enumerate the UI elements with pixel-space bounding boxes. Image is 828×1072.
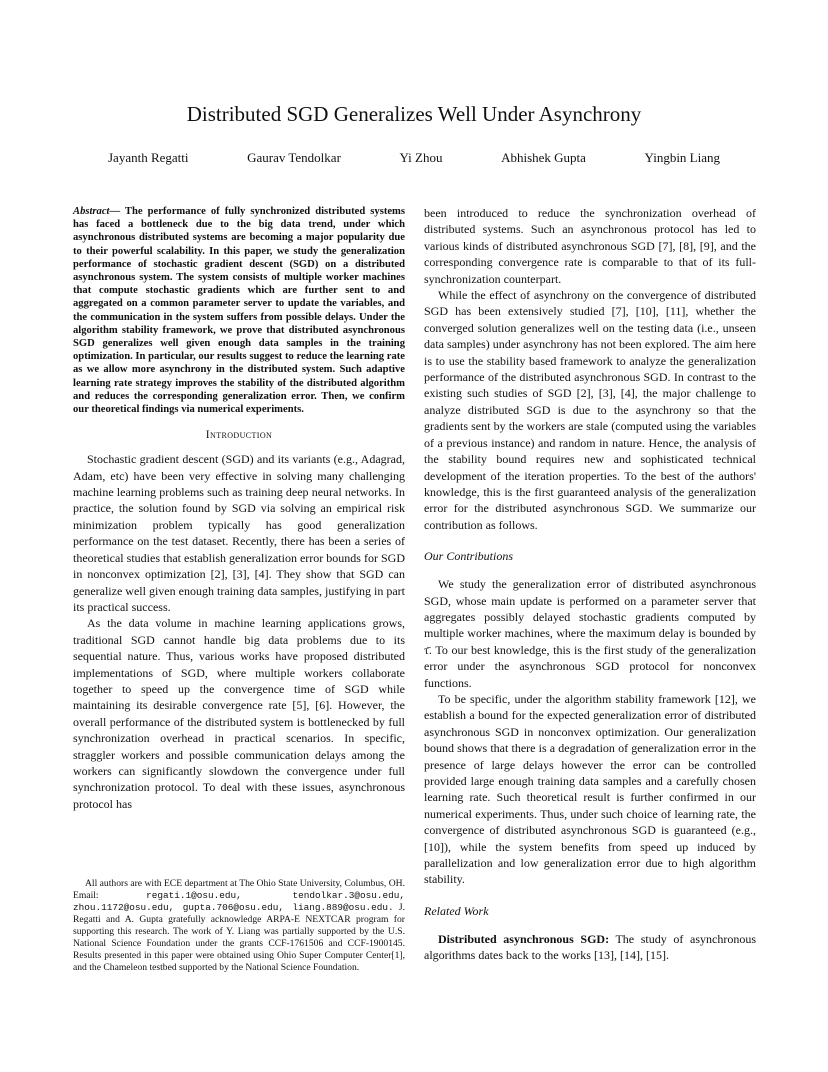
abstract-lead: Abstract xyxy=(73,206,110,217)
author-list xyxy=(60,149,768,167)
footnote-emails: regati.1@osu.edu, tendolkar.3@osu.edu, zhou.1172@osu.edu, gupta.706@osu.edu, liang.889@osu.edu. xyxy=(73,890,405,913)
author-name: Abhishek Gupta xyxy=(501,150,586,165)
footnote-acknowledgment: J. Regatti and A. Gupta gratefully acknowledge ARPA-E NEXTCAR program for supporting this research. The work of Y. Liang was partially supported by the U.S. National Science Foundation under the grants CCF-1761506 and CCF-1900145. Results presented in this paper were obtained using Ohio Super Computer Center[1], and the Chameleon testbed supported by the National Science Foundation. xyxy=(73,902,405,973)
author-footnote xyxy=(73,878,405,974)
section-heading-introduction: Introduction xyxy=(205,429,273,442)
intro-paragraph-3: While the effect of asynchrony on the convergence of distributed SGD has been extensively studied [7], [10], [11], whether the converged solution generalizes well on the testing data (i.e., unseen data samples) under asynchrony has not been explored. The aim here is to use the stability based framework to analyze the generalization performance of the distributed asynchronous SGD. In contrast to the existing such studies of SGD [2], [3], [4], the major challenge to analyze distributed SGD is due to the asynchrony so that the gradients sent by the workers are stale (computed using the variables of a previous instance) and random in nature. Hence, the analysis of the stability bound requires new and sophisticated technical development of the iteration properties. To the best of the authors' knowledge, this is the first guaranteed analysis of the generalization error for the distributed asynchronous SGD. We summarize our contribution as follows. xyxy=(424,288,756,532)
subsection-heading-contributions: Our Contributions xyxy=(424,549,514,564)
author-name: Gaurav Tendolkar xyxy=(247,150,341,165)
related-work-paragraph xyxy=(424,931,756,964)
contributions-paragraph-2: To be specific, under the algorithm stability framework [12], we establish a bound for the expected generalization error of distributed asynchronous SGD in nonconvex optimization. Our generalization bound shows that there is a degradation of generalization error in the presence of large delays however the error can be controlled provided large enough training data samples and a carefully chosen learning rate. Such theoretical result is further confirmed in our numerical experiments. Thus, under such choice of learning rate, the convergence of distributed asynchronous SGD is guaranteed (e.g., [10]), while the system benefits from speed up induced by parallelization and low generalization error due to high algorithm stability. xyxy=(424,691,756,887)
author-name: Yi Zhou xyxy=(399,150,443,165)
right-column xyxy=(424,205,756,964)
paper-title: Distributed SGD Generalizes Well Under Asynchrony xyxy=(186,102,642,126)
author-name: Jayanth Regatti xyxy=(108,150,189,165)
subsection-heading-related-work: Related Work xyxy=(424,903,489,918)
related-work-text: The study of asynchronous algorithms dates back to the works [13], [14], [15]. xyxy=(424,931,756,963)
footnote-affiliation: All authors are with ECE department at The Ohio State University, Columbus, OH. Email: xyxy=(73,878,405,901)
abstract-text: — The performance of fully synchronized distributed systems has faced a bottleneck due to the big data trend, under which asynchronous distributed systems are becoming a major popularity due to their powerful scalability. In this paper, we study the generalization performance of stochastic gradient descent (SGD) on a distributed asynchronous system. The system consists of multiple worker machines that compute stochastic gradients which are further sent to and aggregated on a common parameter server to update the variables, and the communication in the system suffers from possible delays. Under the algorithm stability framework, we prove that distributed asynchronous SGD generalizes well given enough data samples in the training optimization. In particular, our results suggest to reduce the learning rate as we allow more asynchrony in the distributed system. Such adaptive learning rate strategy improves the stability of the distributed algorithm and reduces the corresponding generalization error. Then, we confirm our theoretical findings via numerical experiments. xyxy=(73,206,405,416)
contributions-paragraph-1: We study the generalization error of distributed asynchronous SGD, whose main update is performed on a parameter server that aggregates possibly delayed stochastic gradients computed by multiple worker machines, where the maximum delay is bounded by τ̄. To our best knowledge, this is the first study of the generalization error under the asynchronous SGD protocol for nonconvex functions. xyxy=(424,577,756,690)
author-name: Yingbin Liang xyxy=(644,150,720,165)
intro-paragraph-2: As the data volume in machine learning applications grows, traditional SGD cannot handle big data problems due to its sequential nature. Thus, various works have proposed distributed implementations of SGD, where multiple workers collaborate together to speed up the convergence time of SGD while maintaining its desirable convergence rate [5], [6]. However, the overall performance of the distributed system is bottlenecked by full synchronization overhead in practical scenarios. In specific, straggler workers and possible communication delays among the workers can significantly slowdown the convergence under full synchronization protocol. To deal with these issues, asynchronous protocol has xyxy=(73,616,405,811)
intro-paragraph-1: Stochastic gradient descent (SGD) and its variants (e.g., Adagrad, Adam, etc) have been very effective in solving many challenging machine learning problems such as training deep neural networks. In practice, the solution found by SGD via solving an empirical risk minimization problem typically has good generalization performance on the test dataset. Recently, there has been a series of theoretical studies that establish generalization error bounds for SGD in nonconvex optimization [2], [3], [4]. They show that SGD can generalize well given enough training data samples, justifying in part its practical success. xyxy=(73,452,405,614)
abstract xyxy=(73,205,405,416)
left-column xyxy=(73,205,405,812)
intro-paragraph-2-continued: been introduced to reduce the synchronization overhead of distributed systems. Such an asynchronous protocol has led to various kinds of distributed asynchronous SGD [7], [8], [9], and the corresponding convergence rate is comparable to that of its full-synchronization counterpart. xyxy=(424,206,756,286)
related-work-runin: Distributed asynchronous SGD: xyxy=(438,931,610,946)
